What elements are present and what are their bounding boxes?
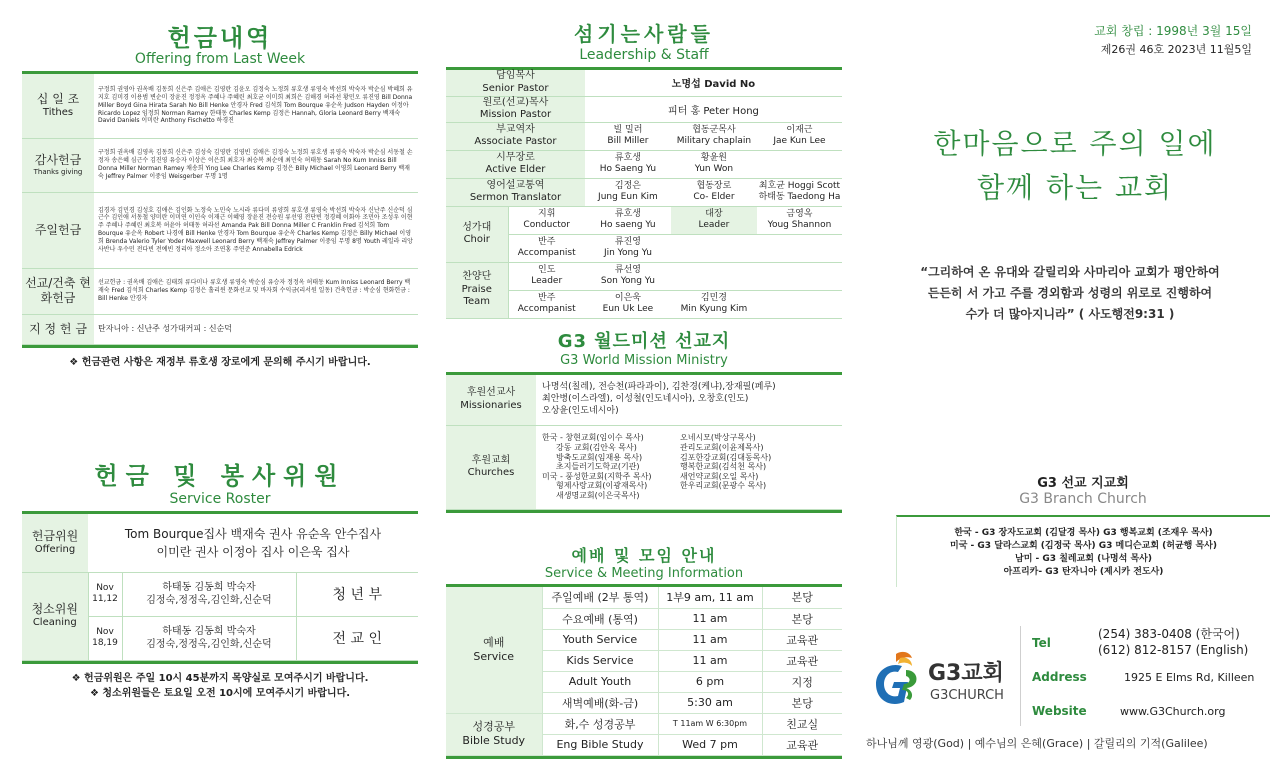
list-item: 오네시모(박상구목사) — [680, 433, 756, 443]
bible-study-label: 성경공부 — [472, 720, 515, 734]
table-row — [22, 192, 418, 268]
row-names: 구정희 권영아 권옥배 김동희 신은주 김애은 김영란 김윤오 김정숙 노정희 류호생 류영숙 박선희 박숙자 박순심 박혜희 유지호 김미경 이용범 변순미 장윤진 정정옥 주혜나 주혜린 최호균 이미희 최희은 김해경 허라선 황민오 류진영 Bill Donna Miller Boyd Gina Hirata Sarah No Bill Henke 안경자 Fred 김석희 Tom Bourque 유순옥 Judson Hayden 이정아 Ricardo Lopez 임정희 Norman Ramey 한태동 Charles Kemp 김정은 Hannah, Gloria Leonard Berry 백재숙 David Daniels 이미란 Anthony Fischetto 하경진 — [94, 74, 418, 138]
mission-section — [446, 327, 842, 513]
staff-name: 이재근 — [786, 125, 813, 136]
list-item: 강동 교회(김안옥 목사) — [556, 443, 637, 453]
service-label-en: Service — [473, 649, 515, 663]
worship-table — [446, 587, 842, 756]
staff-name-en: Military chaplain — [676, 136, 752, 146]
branch-list — [896, 515, 1270, 587]
list-item: 미국 - 풍성한교회(지학주 목사) — [542, 471, 652, 481]
roster-subtitle: Service Roster — [169, 491, 271, 507]
staff-name-en: Ho saeng Yu — [600, 220, 656, 230]
role-label-en: Praise — [461, 283, 492, 295]
address-label: Address — [1032, 670, 1087, 684]
service-name: 새벽예배(화-금) — [542, 692, 658, 713]
logo-subtext: G3CHURCH — [930, 688, 1004, 703]
role-label-en: Accompanist — [517, 304, 576, 314]
church-logo — [866, 648, 1016, 710]
table-row — [22, 74, 418, 138]
staff-name: 김민경 — [700, 293, 727, 304]
service-place: 교육관 — [762, 629, 842, 650]
row-label: 감사헌금 — [34, 153, 82, 168]
role-label: 성가대 — [462, 221, 492, 233]
staff-name: 최호균 Hoggi Scott — [758, 181, 841, 192]
contact-divider — [1020, 626, 1021, 726]
g3-logo-icon — [866, 648, 922, 708]
offering-title: 헌금내역 — [167, 24, 273, 52]
motto-line: 함께 하는 교회 — [976, 171, 1174, 204]
table-row — [446, 587, 842, 608]
list-item: 형제사랑교회(이광재목사) — [556, 481, 648, 491]
role-label-en: Accompanist — [517, 248, 576, 258]
list-item: 새언약교회(오일 목사) — [680, 471, 759, 481]
table-row — [446, 375, 842, 425]
missionaries-label-en: Missionaries — [460, 399, 522, 411]
service-time: 11 am — [658, 650, 762, 671]
cleaning-group: 청 년 부 — [296, 572, 418, 616]
contact-info — [1032, 626, 1272, 728]
staff-section — [446, 18, 842, 319]
service-time: Wed 7 pm — [658, 734, 762, 755]
role-label: 찬양단 — [462, 271, 492, 283]
role-label-en: Conductor — [523, 220, 571, 230]
role-label-en: Leader — [531, 276, 563, 286]
header-info — [1040, 22, 1252, 57]
offering-committee-names: 이미란 권사 이정아 집사 이은욱 집사 — [156, 544, 350, 559]
table-row — [22, 314, 418, 344]
roster-note: ❖ 청소위원들은 토요일 오전 10시에 모여주시기 바랍니다. — [89, 687, 351, 699]
service-place: 본당 — [762, 608, 842, 629]
staff-name-en: Min Kyung Kim — [680, 304, 748, 314]
list-item: 관리도교회(이윤제목사) — [680, 443, 764, 453]
service-name: Youth Service — [542, 629, 658, 650]
website-label: Website — [1032, 704, 1087, 718]
offering-subtitle: Offering from Last Week — [134, 51, 306, 67]
staff-name: 류호생 — [614, 153, 641, 164]
staff-name: 김정은 — [614, 181, 641, 192]
table-row — [22, 514, 418, 572]
service-label: 예배 — [483, 636, 505, 649]
service-name: 수요예배 (통역) — [542, 608, 658, 629]
offering-section — [22, 18, 418, 368]
row-label: 지 정 헌 금 — [29, 321, 87, 336]
role-label: 영어설교통역 — [486, 179, 545, 191]
website-link[interactable]: www.G3Church.org — [1120, 704, 1226, 718]
staff-name-en: Yun Won — [694, 164, 734, 174]
row-names: 선교헌금 : 권옥배 김애은 김태희 류다미나 류호생 류영숙 박순심 유승자 정정옥 허태동 Kum Inniss Leonard Berry 백재숙 Fred 김석희 Charles Kemp 김정은 홀리윈 문화선교 및 바자회 수익금(리서원 일동) 건축헌금 : 박순심 현화헌금 : Bill Henke 안경자 — [94, 268, 418, 314]
staff-name: 협동장로 — [696, 181, 732, 192]
service-name: Adult Youth — [542, 671, 658, 692]
table-row — [446, 425, 842, 509]
service-name: 화,수 성경공부 — [542, 713, 658, 734]
role-label-en: Team — [463, 296, 490, 308]
service-name: Kids Service — [542, 650, 658, 671]
staff-name: 협동군목사 — [692, 125, 736, 136]
cleaning-month: Nov — [96, 583, 114, 594]
staff-name-en: Co- Elder — [693, 192, 735, 202]
staff-name-en: Son Yong Yu — [600, 276, 655, 286]
missionaries-list: 나명석(칠레), 전승천(파라과이), 김찬경(케냐),장재필(페루) — [542, 382, 776, 393]
offering-committee-label: 헌금위원 — [31, 529, 79, 543]
role-label: 시무장로 — [496, 151, 535, 163]
mission-subtitle: G3 World Mission Ministry — [560, 353, 728, 368]
staff-name-en: 하태동 Taedong Ha — [758, 192, 841, 202]
staff-name-en: Jin Yong Yu — [603, 248, 652, 258]
service-time: 6 pm — [658, 671, 762, 692]
row-names: 김경자 김민경 김성호 김애은 김인화 노정숙 노민숙 노시라 류다미 류양희 류호생 류영숙 박선희 박숙자 신난주 신순덕 심근수 김인애 서동철 양미란 이미연 이인숙 이재근 이혜영 장윤진 전승원 류선영 전단빈 정경혜 이화아 조민아 조성우 이현주 주혜나 주혜린 최호복 허윤아 허태동 허라선 Amanda Pak Bill Donna Miller C Franklin Fred 김석희 Tom Bourque 유순옥 Robert 나경애 Bill Henke 안경자 Tom Bourque 유순옥 Charles Kemp 김정은 Billy Michael 이영희 Brenda Valerio Tyler Yoder Maxwell Leonard Berry 백재숙 Jeffrey Palmer 이중임 무명 8명 Youth 레일라 리앙 사반나 우수민 전다빈 전예빈 정리아 정소아 조연홍 주연준 Annabella Edrick — [94, 192, 418, 268]
staff-name-en: Bill Miller — [607, 136, 649, 146]
cleaning-label: 청소위원 — [31, 602, 78, 617]
staff-table — [446, 70, 842, 319]
staff-name-en: Eun Uk Lee — [602, 304, 654, 314]
table-row — [446, 96, 842, 122]
service-time: 11 am — [658, 608, 762, 629]
churches-label-en: Churches — [467, 467, 515, 478]
missionaries-list: 최안병(이스라엘), 이성철(인도네시아), 오창호(인도) — [542, 393, 749, 404]
divider — [446, 756, 842, 759]
role-label: 지휘 — [538, 209, 556, 220]
role-label-en: Associate Pastor — [474, 136, 557, 147]
mission-pastor-name: 피터 홍 Peter Hong — [585, 96, 842, 122]
staff-name: 금영옥 — [786, 209, 813, 220]
offering-committee-names: Tom Bourque집사 백재숙 권사 유순옥 안수집사 — [124, 526, 382, 541]
service-place: 친교실 — [762, 713, 842, 734]
bible-study-label-en: Bible Study — [462, 734, 526, 747]
role-label: 반주 — [538, 237, 556, 248]
cleaning-month: Nov — [96, 627, 114, 638]
staff-name-en: Jung Eun Kim — [598, 192, 658, 202]
tel-label: Tel — [1032, 636, 1051, 650]
list-item: 한국 - G3 장자도교회 (김달경 목사) G3 행복교회 (조재우 목사) — [954, 528, 1213, 538]
staff-name: 빌 밀러 — [613, 125, 643, 136]
churches-left — [542, 433, 680, 500]
service-place: 교육관 — [762, 650, 842, 671]
table-row — [446, 70, 842, 96]
tel-korean[interactable]: (254) 383-0408 (한국어) — [1098, 627, 1240, 642]
verse-line: 든든히 서 가고 주를 경외함과 성령의 위로로 진행하여 — [927, 286, 1213, 300]
tel-english[interactable]: (612) 812-8157 (English) — [1098, 643, 1249, 657]
mission-title: G3 월드미션 선교지 — [557, 331, 731, 352]
senior-pastor-name: 노명섭 David No — [585, 70, 842, 96]
table-row — [22, 268, 418, 314]
list-item: 아프리카- G3 탄자니아 (제시카 전도사) — [1003, 567, 1164, 578]
list-item: 새생명교회(이은국목사) — [556, 490, 640, 500]
role-label: 대장 — [705, 209, 723, 220]
role-label: 부교역자 — [496, 123, 535, 135]
missionaries-list: 오상윤(인도네시아) — [542, 405, 619, 416]
mission-table — [446, 375, 842, 510]
divider — [446, 510, 842, 513]
roster-table — [22, 514, 418, 661]
offering-committee-label-en: Offering — [34, 544, 76, 555]
cleaning-group: 전 교 인 — [296, 616, 418, 660]
row-names: 구정희 권옥배 김영옥 김동희 신은주 김성숙 김영란 김영빈 김애은 김정숙 노정희 류호생 류영숙 박숙자 박순심 서동철 손정자 송은혜 심근수 김진영 유승자 이상은 이은희 최호자 최승복 최순애 최민숙 허태동 Sarah No Kum Inniss Bill Donna Miller Norman Ramey 채송희 Ying Lee Charles Kemp 김정은 Billy Michael 이영희 Leonard Berry 백재숙 Jeffrey Palmer 이중임 Weisgerber 무명 1명 — [94, 138, 418, 192]
staff-name: 류호생 — [614, 209, 641, 220]
staff-name-en: Ho Saeng Yu — [599, 164, 657, 174]
role-label-en: Leader — [698, 220, 730, 230]
logo-text: G3교회 — [928, 661, 1004, 686]
role-label-en: Sermon Translator — [469, 192, 562, 203]
table-row — [446, 178, 842, 206]
service-time: 1부9 am, 11 am — [658, 587, 762, 608]
churches-right — [680, 433, 771, 500]
table-row — [446, 713, 842, 734]
row-names: 탄자니아 : 신난주 성가대커피 : 신순덕 — [94, 314, 418, 344]
service-name: 주일예배 (2부 통역) — [542, 587, 658, 608]
staff-name-en: Youg Shannon — [767, 220, 832, 230]
role-label-en: Mission Pastor — [479, 109, 552, 120]
verse-line: “그리하여 온 유대와 갈릴리와 사마리아 교회가 평안하여 — [920, 265, 1220, 279]
table-row — [446, 122, 842, 150]
cleaning-names: 하태동 김동희 박숙자 — [162, 626, 256, 637]
role-label: 반주 — [538, 293, 556, 304]
roster-title: 헌금 및 봉사위원 — [94, 462, 346, 490]
service-name: Eng Bible Study — [542, 734, 658, 755]
motto — [880, 122, 1270, 206]
list-item: 김포한강교회(김대동목사) — [680, 452, 772, 462]
offering-table — [22, 74, 418, 345]
worship-subtitle: Service & Meeting Information — [544, 566, 744, 581]
staff-name: 이은욱 — [614, 293, 641, 304]
list-item: 한국 - 창현교회(임이수 목사) — [542, 433, 644, 443]
bible-verse — [870, 262, 1270, 325]
divider — [22, 345, 418, 348]
roster-section — [22, 456, 418, 699]
role-label: 원로(선교)목사 — [482, 96, 549, 108]
branch-title: G3 선교 지교회 — [1037, 476, 1129, 491]
table-row — [446, 150, 842, 178]
service-time: 11 am — [658, 629, 762, 650]
service-place: 지정 — [762, 671, 842, 692]
divider — [22, 661, 418, 664]
address-value: 1925 E Elms Rd, Killeen — [1124, 670, 1255, 684]
staff-name: 류진영 — [614, 237, 641, 248]
missionaries-label: 후원선교사 — [466, 387, 516, 399]
list-item: 방축도교회(임재용 목사) — [556, 452, 643, 462]
table-row — [22, 138, 418, 192]
offering-note: ❖ 헌금관련 사항은 재정부 류호생 장로에게 문의해 주시기 바랍니다. — [69, 356, 371, 368]
list-item: 초지들러기도학교(기관) — [556, 462, 640, 472]
cleaning-label-en: Cleaning — [32, 617, 77, 629]
branch-subtitle: G3 Branch Church — [1019, 491, 1147, 507]
role-label-en: Active Elder — [485, 164, 546, 175]
roster-note: ❖ 헌금위원은 주일 10시 45분까지 목양실로 모여주시기 바랍니다. — [71, 672, 369, 684]
branch-section — [896, 472, 1270, 587]
table-row — [446, 206, 842, 234]
service-place: 본당 — [762, 692, 842, 713]
cleaning-names: 하태동 김동희 박숙자 — [162, 582, 256, 593]
row-label-en: Tithes — [42, 107, 74, 118]
worship-title: 예배 및 모임 안내 — [571, 546, 717, 565]
role-label: 인도 — [538, 265, 556, 276]
churches-label: 후원교회 — [471, 454, 511, 466]
cleaning-dates: 11,12 — [92, 594, 118, 604]
staff-name-en: Jae Kun Lee — [773, 136, 826, 146]
list-item: 행복한교회(김석천 목사) — [680, 462, 767, 472]
issue-number: 제26권 46호 2023년 11월5일 — [1100, 43, 1252, 56]
worship-section — [446, 543, 842, 759]
table-row — [22, 572, 418, 616]
founding-date: 교회 창립 : 1998년 3월 15일 — [1094, 24, 1252, 38]
cleaning-dates: 18,19 — [92, 638, 118, 648]
row-label: 선교/건축 현화헌금 — [25, 276, 91, 305]
role-label-en: Senior Pastor — [482, 82, 549, 94]
cleaning-names: 김정숙,정정옥,김인화,신순덕 — [146, 639, 272, 650]
motto-line: 한마음으로 주의 일에 — [933, 127, 1217, 160]
role-label-en: Choir — [463, 234, 490, 245]
staff-name: 황윤원 — [700, 153, 727, 164]
footer-slogan: 하나님께 영광(God) | 예수님의 은혜(Grace) | 갈릴리의 기적(Galilee) — [866, 737, 1208, 750]
cleaning-names: 김정숙,정정옥,김인화,신순덕 — [146, 595, 272, 606]
service-time: 5:30 am — [658, 692, 762, 713]
list-item: 미국 - G3 달라스교회 (김정국 목사) G3 메디슨교회 (허균행 목사) — [950, 541, 1217, 552]
staff-title: 섬기는사람들 — [574, 22, 714, 46]
service-place: 교육관 — [762, 734, 842, 755]
table-row — [446, 262, 842, 290]
row-label: 주일헌금 — [34, 222, 82, 237]
role-label: 담임목사 — [496, 70, 535, 82]
row-label-en: Thanks giving — [33, 168, 83, 177]
verse-line: 수가 더 많아지니라” ( 사도행전9:31 ) — [965, 307, 1175, 321]
row-label: 십 일 조 — [36, 92, 80, 106]
staff-name: 류선영 — [614, 265, 641, 276]
service-time: T 11am W 6:30pm — [658, 713, 762, 734]
service-place: 본당 — [762, 587, 842, 608]
list-item: 한우리교회(문광수 목사) — [680, 481, 767, 491]
list-item: 남미 - G3 칠레교회 (나명석 목사) — [1015, 554, 1152, 565]
staff-subtitle: Leadership & Staff — [579, 47, 709, 63]
